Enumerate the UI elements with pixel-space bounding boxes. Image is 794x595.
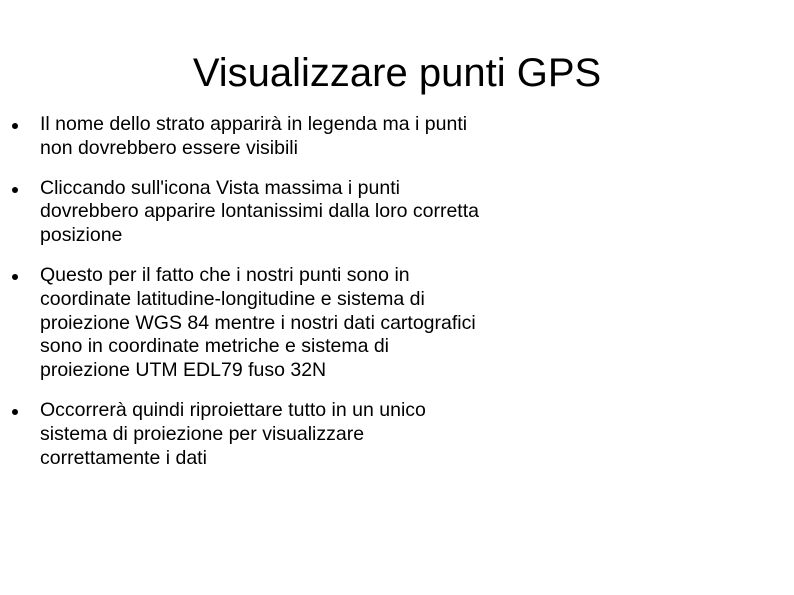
bullet-item: [0, 113, 480, 161]
bullet-text: Cliccando sull'icona Vista massima i punti dovrebbero apparire lontanissimi dalla loro corretta posizione: [40, 176, 479, 247]
bullet-dot-icon: [12, 187, 18, 193]
bullet-dot-icon: [12, 274, 18, 280]
slide-title: Visualizzare punti GPS: [192, 51, 602, 95]
bullet-item: [0, 177, 480, 248]
bullet-item: [0, 264, 480, 383]
bullet-dot-icon: [12, 123, 18, 129]
bullet-text: Questo per il fatto che i nostri punti sono in coordinate latitudine-longitudine e sistema di proiezione WGS 84 mentre i nostri dati cartografici sono in coordinate metriche e sistema di proiezione UTM EDL79 fuso 32N: [40, 263, 476, 382]
bullet-dot-icon: [12, 409, 18, 415]
bullet-item: [0, 399, 480, 470]
bullet-text: Occorrerà quindi riproiettare tutto in un unico sistema di proiezione per visualizzare correttamente i dati: [40, 398, 426, 469]
bullet-text: Il nome dello strato apparirà in legenda ma i punti non dovrebbero essere visibili: [40, 113, 468, 159]
bullet-list: [0, 113, 520, 470]
